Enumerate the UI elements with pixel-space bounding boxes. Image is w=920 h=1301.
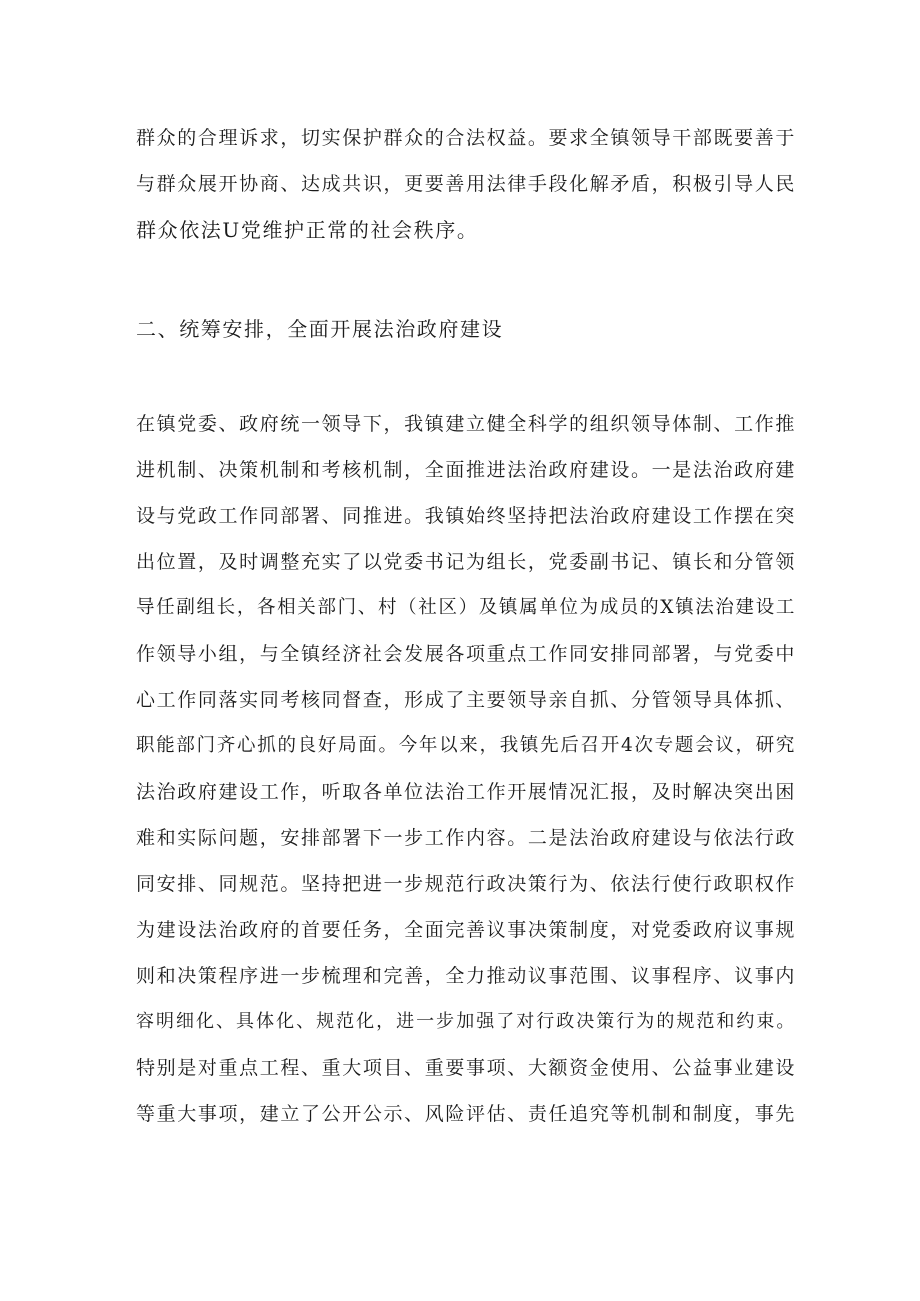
paragraph-line: 容明细化、具体化、规范化，进一步加强了对行政决策行为的规范和约束。 (136, 1011, 796, 1032)
paragraph-line: 等重大事项，建立了公开公示、风险评估、责任追究等机制和制度，事先 (136, 1103, 796, 1125)
paragraph-line: 则和决策程序进一步梳理和完善，全力推动议事范围、议事程序、议事内 (136, 965, 796, 987)
section-heading-block (136, 306, 796, 352)
paragraph-line: 法治政府建设工作，听取各单位法治工作开展情况汇报，及时解决突出困 (136, 781, 796, 803)
paragraph-line: 难和实际问题，安排部署下一步工作内容。二是法治政府建设与依法行政 (136, 827, 796, 849)
paragraph-line: 为建设法治政府的首要任务，全面完善议事决策制度，对党委政府议事规 (136, 919, 796, 941)
paragraph-line: 职能部门齐心抓的良好局面。今年以来，我镇先后召开4次专题会议，研究 (136, 735, 796, 756)
paragraph-2 (136, 401, 796, 1137)
paragraph-1 (136, 115, 796, 253)
paragraph-line: 设与党政工作同部署、同推进。我镇始终坚持把法治政府建设工作摆在突 (136, 505, 796, 527)
paragraph-line: 同安排、同规范。坚持把进一步规范行政决策行为、依法行使行政职权作 (136, 873, 796, 895)
paragraph-line: 作领导小组，与全镇经济社会发展各项重点工作同安排同部署，与党委中 (136, 643, 796, 665)
paragraph-line: 群众依法U党维护正常的社会秩序。 (136, 218, 479, 242)
paragraph-line: 与群众展开协商、达成共识，更要善用法律手段化解矛盾，积极引导人民 (136, 173, 796, 195)
section-heading: 二、统筹安排，全面开展法治政府建设 (136, 317, 504, 341)
paragraph-line: 出位置，及时调整充实了以党委书记为组长，党委副书记、镇长和分管领 (136, 551, 796, 573)
paragraph-line: 导任副组长，各相关部门、村（社区）及镇属单位为成员的X镇法治建设工 (136, 597, 796, 618)
paragraph-line: 特别是对重点工程、重大项目、重要事项、大额资金使用、公益事业建设 (136, 1057, 796, 1079)
paragraph-line: 群众的合理诉求，切实保护群众的合法权益。要求全镇领导干部既要善于 (136, 127, 796, 149)
paragraph-line: 进机制、决策机制和考核机制，全面推进法治政府建设。一是法治政府建 (136, 459, 796, 481)
paragraph-line: 心工作同落实同考核同督查，形成了主要领导亲自抓、分管领导具体抓、 (136, 689, 796, 711)
paragraph-line: 在镇党委、政府统一领导下，我镇建立健全科学的组织领导体制、工作推 (136, 413, 796, 435)
